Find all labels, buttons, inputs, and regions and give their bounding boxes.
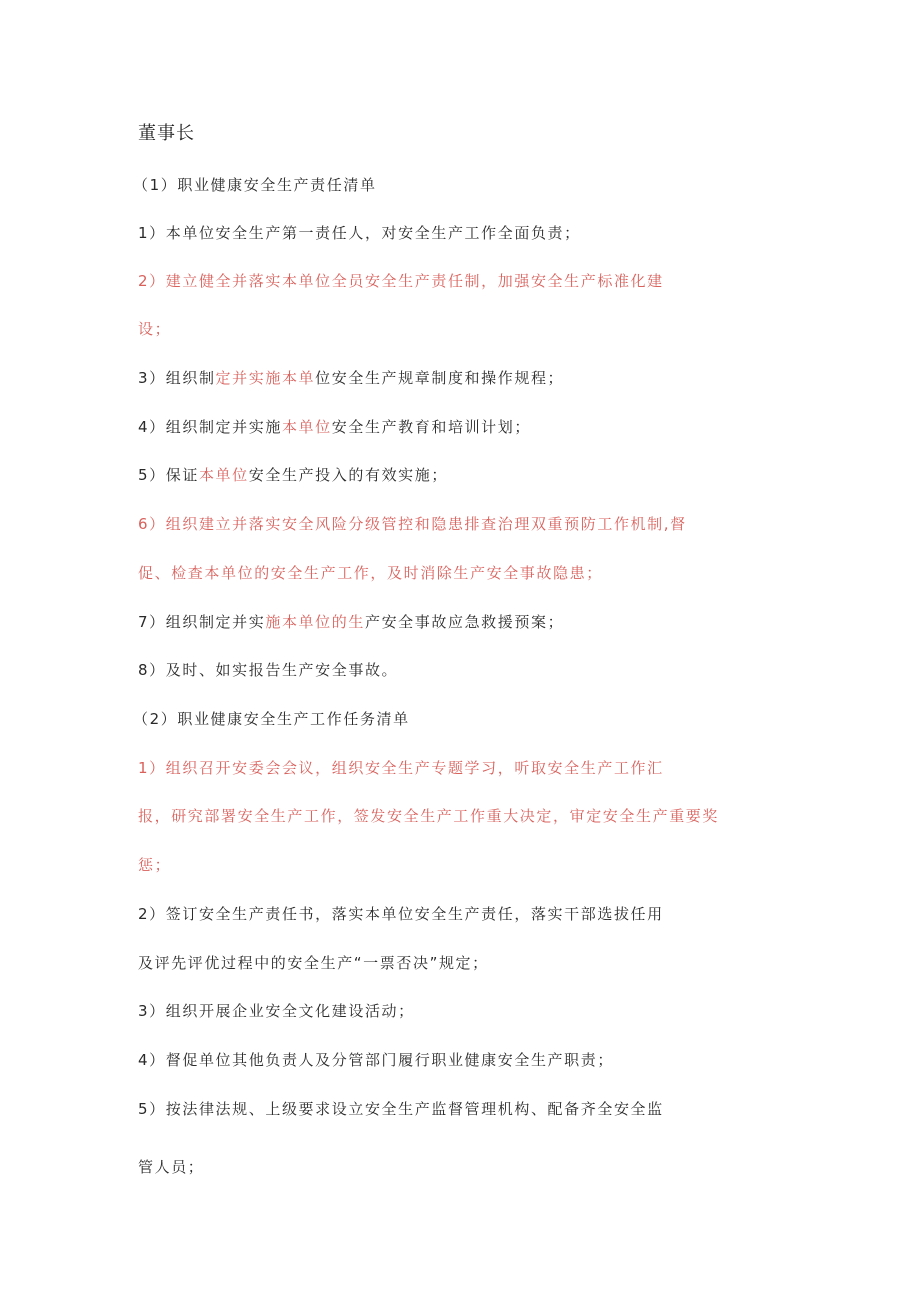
list-item [138, 417, 531, 437]
text-segment: 安全生产教育和培训计划； [331, 418, 531, 436]
list-item [138, 1099, 664, 1119]
text-segment: （1）职业健康安全生产责任清单 [133, 176, 377, 194]
highlighted-text: 本单位 [281, 418, 332, 436]
text-segment: 4）组织制定并实施 [138, 418, 282, 436]
highlighted-text: 设； [138, 320, 172, 338]
list-item-continuation [138, 1157, 204, 1177]
list-item [138, 612, 564, 632]
list-item-continuation [138, 563, 603, 583]
highlighted-text: 6）组织建立并落实安全风险分级管控和隐患排查治理双重预防工作机制,督 [138, 515, 687, 533]
highlighted-text: 报，研究部署安全生产工作，签发安全生产工作重大决定，审定安全生产重要奖 [138, 807, 720, 825]
list-item [138, 271, 664, 291]
text-segment: 3）组织制 [138, 369, 216, 387]
text-segment: 位安全生产规章制度和操作规程； [315, 369, 565, 387]
text-segment: 2）签订安全生产责任书，落实本单位安全生产责任，落实干部选拔任用 [138, 905, 664, 923]
text-segment: 4）督促单位其他负责人及分管部门履行职业健康安全生产职责； [138, 1051, 614, 1069]
text-segment: 管人员； [138, 1158, 205, 1176]
text-segment: 及评先评优过程中的安全生产“一票否决”规定； [138, 954, 489, 972]
highlighted-text: 定并实施本单 [215, 369, 316, 387]
list-item [138, 223, 581, 243]
text-segment: 产安全事故应急救援预案； [364, 613, 565, 631]
text-segment: 8）及时、如实报告生产安全事故。 [138, 661, 399, 679]
text-segment: 3）组织开展企业安全文化建设活动； [138, 1002, 415, 1020]
list-item-continuation [138, 855, 171, 875]
highlighted-text: 2）建立健全并落实本单位全员安全生产责任制，加强安全生产标准化建 [138, 272, 664, 290]
list-item-continuation [138, 319, 171, 339]
text-segment: 1）本单位安全生产第一责任人，对安全生产工作全面负责； [138, 224, 581, 242]
highlighted-text: 1）组织召开安委会会议，组织安全生产专题学习，听取安全生产工作汇 [138, 759, 664, 777]
text-segment: 5）保证 [138, 466, 199, 484]
text-segment: 安全生产投入的有效实施； [248, 466, 448, 484]
text-segment: （2）职业健康安全生产工作任务清单 [133, 710, 410, 728]
list-item [138, 465, 448, 485]
section-heading [133, 709, 410, 729]
text-segment: 5）按法律法规、上级要求设立安全生产监督管理机构、配备齐全安全监 [138, 1100, 664, 1118]
list-item [138, 904, 664, 924]
list-item-continuation [138, 953, 489, 973]
list-item [138, 368, 564, 388]
highlighted-text: 惩； [138, 856, 172, 874]
highlighted-text: 促、检查本单位的安全生产工作，及时消除生产安全事故隐患； [138, 564, 603, 582]
highlighted-text: 本单位 [198, 466, 249, 484]
list-item [138, 514, 687, 534]
list-item [138, 1001, 415, 1021]
text-segment: 7）组织制定并实 [138, 613, 266, 631]
document-title: 董事长 [138, 123, 195, 144]
list-item-continuation [138, 806, 719, 826]
highlighted-text: 施本单位的生 [265, 613, 365, 631]
list-item [138, 660, 398, 680]
list-item [138, 758, 664, 778]
section-heading [133, 175, 377, 195]
list-item [138, 1050, 614, 1070]
